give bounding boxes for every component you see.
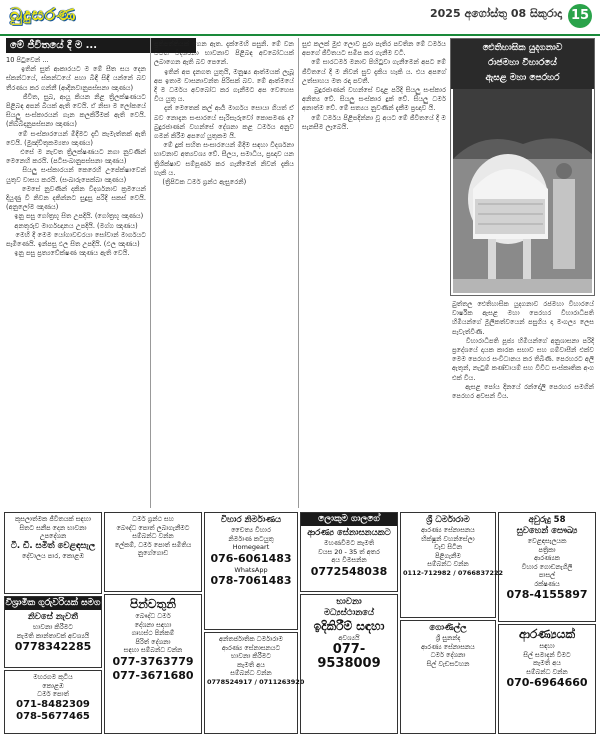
feature-title [451,39,594,89]
classified-ad [204,632,305,734]
ad-line: රක්ෂණය [534,579,560,588]
ad-line: නිර්මාණ කටයුතු [228,534,274,543]
ad-line: පාසල් [538,571,556,579]
ad-line: පිරිත් දේශනා [135,637,171,646]
masthead [0,0,600,36]
ad-line: ගෘහස්ථ පින්කම් [131,629,175,637]
ad-line: සම්බන්ධ වන්න [230,669,272,677]
ad-line: ආරණ්‍ය සේනාසනය [421,642,475,651]
ad-line: වෙළඳසැලයක [527,537,567,545]
ad-line: සඳහා [539,642,555,650]
ad-phone: 076-6061483 [210,551,292,565]
ad-heading: අවුරුදු 58 [528,515,566,525]
classified-ad [498,624,596,734]
ad-line: දේවාලය පාර, කොළඹ [21,551,85,560]
ad-line: කොළඹ [42,681,64,690]
column-divider [298,38,299,508]
ad-line: චෛත්‍ය විහාර [231,526,271,534]
ad-line: කැමති කාන්තාවක් අවශ්‍යයි [16,631,90,640]
ad-line: කුසලාත්මක ජීවිතයක් සඳහා [15,515,91,523]
ad-heading: ඉදිකිරීම් සඳහා [313,619,385,633]
ad-line: Homegeart [232,543,270,551]
perahera-photo [453,89,592,293]
article-column-1: 10 පිටුවෙන් ... ඉතින් සුත් ආකාරයට ම මේ සීත සය දෙන ස්කන්ධයේ, ස්කන්ධයේ පහා බිඳී සිඳී යන්නේ බව තීරණය කර ගන්නී (ආදීනවානුපස්සනා ඤාණය) ජීවිත, සුඛ, ආයු කියන නිළ ත්‍රිලක්ෂණයට පිළිබඳ අපන් බියක් ඇති වෙයි. ඒ නිසා ම ලෝකයේ සියලු සංස්කාරයන් ගැන කලකිරීමක් ඇති වෙයි. (නිබ්බිදානුපස්සනා ඤාණය) මේ සංස්කාරයෙන් මිදීමට දැඩි කැමැත්තක් ඇති වෙයි. (මුඤ්චිතුකම්‍යතා ඤාණය) එසේ ම නැවත ත්‍රිලක්ෂණයට නගා නුවණින් මෙනෙහි කරයි. (පටිසංඛානුපස්සනා ඤාණය) සියලු සංස්කාරයන් කෙරෙහි උපේක්ෂාවෙන් යුතුව වාසය කරයි. (සංඛාරුපෙක්ඛා ඤාණය) මෙසේ නුවණින් දකින විදර්ශනාව ක්‍රමයෙන් දියුණු වී නිවන දකින්නට සුදුසු පරිදි සකස් වෙයි. (අනුලෝම ඤාණය) ඉනු පසු ගෝත්‍රභූ සිත උපදියි. (ගෝත්‍රභූ ඤාණය) අනතුරුව මාර්ගඥානය උපදියි. (මග්ග ඤාණය) මෙහි දී මෙම යෝගාවචරයා සෝවාන් මාර්ගයට පැමිණෙයි. ඉන්පසු ඵල සිත උපදියි. (ඵල ඤාණය) ඉනු පසු ප්‍රත්‍යවේක්ෂණ ඤාණය ඇති වෙයි. [6,56,146,258]
classified-ad [400,512,504,618]
ad-line: සඳහා සම්බන්ධ වන්න [123,646,183,654]
ad-line: බෞද්ධ පොත් ලබාගැනීමට [116,523,190,532]
ad-phone: 0772548038 [310,564,388,578]
ad-line: සම්බන්ධ වන්න [526,667,568,676]
classified-ad [300,594,398,734]
ad-line: භාවනා කිරීමට [33,623,73,631]
feature-photo-box [450,38,595,296]
ad-heading: ශ්‍රී ධර්මාරාම [426,515,470,525]
classified-ad [4,596,102,668]
classified-ad [104,594,202,734]
ad-heading: නිවසේ නැවතී [27,612,79,622]
issue-date: 2025 අගෝස්තු 08 සිකුරාදා [430,7,562,20]
ad-line: පත්‍රිකා [538,545,556,554]
ad-heading: ආරණ්‍යයක් [518,627,576,641]
ad-line: ලේකම්, ධර්ම පොත් සමිතිය [114,540,192,549]
ad-line: අය විමසන්න [331,556,367,564]
ad-phone: 0778524917 / 0711263920 [207,677,305,686]
ad-line: අවශ්‍යයි [338,634,360,642]
ad-phone: 077-3763779 [112,654,194,668]
ad-line: ධර්ම දේශනා [430,651,466,659]
ad-phone: 078-5677465 [16,710,90,722]
article-column-2: ප්‍රතිපත්තියක් ගෙන ඇත. දැක්මෙහි පසුනි. මේ වන විටත් විදර්ශනා භාවනාව පිළිබඳ අවබෝධයක් ලබාගෙන ඇති බව පෙනේ. ඉතින් අප දැනගත යුතුයි, මනුෂ්‍ය ආත්මයක් ලැබූ අප ඉතාම වාසනාවන්ත පිරිසක් බව. මේ ආත්මයේ දී ම ධර්මය අවබෝධ කර ගැනීමට අප වෙහෙස විය යුතු ය. දැන් මෙතෙක් කල් ආර්‍ය මාර්ගය සොයා ගියත් ඒ බව නොදැන සංසාරයේ සැරිසැරුවෝ කොපමණ ද? බුදුරජාණන් වහන්සේ දේශනා කළ ධර්මය අනුව ගමන් කිරීම අපගේ යුතුකම යි. මේ දුක් සහිත සංසාරයෙන් මිදීම සඳහා විදර්ශනා භාවනාව අත්‍යවශ්‍ය වේ. සීලය, සමාධිය, ප්‍රඥාව යන ත්‍රිශික්ෂාව සම්පූර්ණ කර ගැනීමෙන් නිවන් දැකිය හැකි ය. (ත්‍රිපිටක ධර්ම ග්‍රන්ථ ඇසුරෙනි) [154,40,294,187]
ad-phone: 070-6964660 [506,676,588,689]
classified-ad [4,512,102,594]
classified-ad [204,512,298,630]
feature-title-line: රාජමහා විහාරයේ [488,58,557,68]
article-title: මේ ජීවිතයේ දී ම ... [6,38,196,53]
ad-phone: 078-4155897 [506,588,588,601]
ad-heading: විහාර නිර්මාණය [220,515,282,525]
ad-line: ආරණ්‍ය සේනාසනය [421,526,475,534]
ad-phone: 0112-712982 / 0766837222 [403,568,504,577]
ad-heading: ගොණිල්ල [429,623,467,633]
ad-heading: මධ්‍යස්ථානයේ [323,608,375,618]
feature-caption: බුත්තල ඓතිහාසික යුදගනාව රජමහා විහාරයේ වාර්ෂික ඇසළ මහා පෙරහර විහාරාධිපති හිමියන්ගේ මූලිකත්වයෙන් පසුගිය දා මංගල්‍ය ලෙස පැවැත්විණි. විහාරාධිපති පූජ්‍ය හිමියන්ගේ අනුශාසනා පරිදි ප්‍රදේශයේ දායක කාරක සභාව සහ ගම්වාසීන් එක්ව මෙම පෙරහර සංවිධානය කර තිබිණි. පෙරහරට අලි ඇතුන්, නැටුම් කණ්ඩායම් සහ විවිධ සංස්කෘතික අංග එක් විය. ඇසළ පෝය දිනයේ රන්දෝලි පෙරහර සමගින් පෙරහර අවසන් විය. [452,300,595,401]
ad-line: කැමති අය [237,660,265,669]
ad-heading: ආරණ්‍ය සේනාසනයකට [307,528,391,538]
ad-line: භික්ෂූන් වහන්සේලා [421,534,475,543]
column-divider [150,38,151,508]
ad-line: සම්බන්ධ වන්න [427,560,469,568]
ad-line: විහාර ගොඩනැගිලි [521,562,573,571]
ad-line: සම්බන්ධ වන්න [132,532,174,540]
ad-line: ශ්‍රී සුනන්ද [435,634,461,642]
ad-heading: පින්වතුනි [130,597,176,611]
classified-ad [300,512,398,592]
article-column-3: සුළු කලක් මුළු ලොව පුරා පැතිර පවතින මේ ධර්මය අපගේ ජීවිතයට සමීප කර ගැනීම වටී. මේ සාරධර්ම මනාව පිහිටුවා ගැනීමෙන් අපට මේ ජීවිතයේ දී ම නිවන් සුව දැකිය හැකි ය. එය අපගේ උත්සාහය මත රඳා පවතී. බුදුරජාණන් වහන්සේ වදාළ පරිදි සියලු සංස්කාර අනිත්‍ය වේ. සියලු සංස්කාර දුක් වේ. සියලු ධර්ම අනාත්ම වේ. මේ සත්‍යය නුවණින් දැකීම ප්‍රඥාව යි. මේ ධර්මය පිළිපදින්නා වූ අයට මේ ජීවිතයේ දී ම සැනසීම ලැබෙයි. [302,40,446,131]
ad-heading: භාවනා [336,597,362,607]
feature-title-line: ඇසළ මහා පෙරහර [485,73,560,83]
ad-line: වැඩ සිටින [434,543,462,551]
ad-line: නුගේගොඩ [137,549,169,557]
ad-heading: ලොකුම ගාලගේ [301,513,397,526]
ad-line: දේශනා සඳහා [134,620,172,629]
ad-phone: 0778342285 [14,640,92,653]
ad-line: මහරගම කුටිය [33,673,73,681]
ad-line: කැමති අය [533,659,561,667]
ad-line: ආරණ්‍යක [534,554,560,562]
classified-ad [498,512,596,622]
newspaper-logo: බුදුසරණ [10,5,77,25]
ad-heading: ටී. ඩී. සමිත් වෙළඳසැල [10,540,96,551]
ad-line: සිතට සනීප දෙන භාවනා [19,523,87,532]
ad-phone: 078-7061483 [210,574,292,587]
ad-line: අන්තර්ජාතික ධර්මාරාම [219,635,283,643]
ad-phone: 077- 9538009 [317,641,381,671]
ad-line: පිළිගැනීම [435,551,461,560]
ad-line: ධර්ම පොත් [37,690,69,698]
ad-line: මහණවීමට කැමති [323,539,375,547]
ad-phone: 077-3671680 [112,668,194,682]
ad-line: සිල් සමාදන් වීමට [523,650,571,659]
ad-phone: 071-8482309 [16,698,90,710]
classified-ad [4,670,102,734]
ad-line: සිල් වැඩසටහන [426,659,470,668]
ad-line: ධර්ම ග්‍රන්ථ සහ [132,515,174,523]
ad-heading: සුවහෙන් සෞඛ්‍ය [516,526,578,536]
classified-ad [400,620,496,734]
ad-line: ආරණ්‍ය සේනාසනයට [221,643,281,652]
ad-heading: විශ්‍රාමික ගුරුවරියක් සමග [5,598,101,608]
page-number-badge: 15 [568,4,592,28]
ad-line: WhatsApp [234,565,268,574]
ad-line: උපදේශන [39,532,67,540]
classified-ad [104,512,202,592]
feature-title-line: ඓතිහාසික යුදගනාව [482,43,563,53]
ad-line: බෞද්ධ ධර්ම [135,612,171,620]
ad-line: වයස 20 - 35 ත් අතර [318,547,380,556]
ad-line: භාවනා කිරීමට [231,652,271,660]
